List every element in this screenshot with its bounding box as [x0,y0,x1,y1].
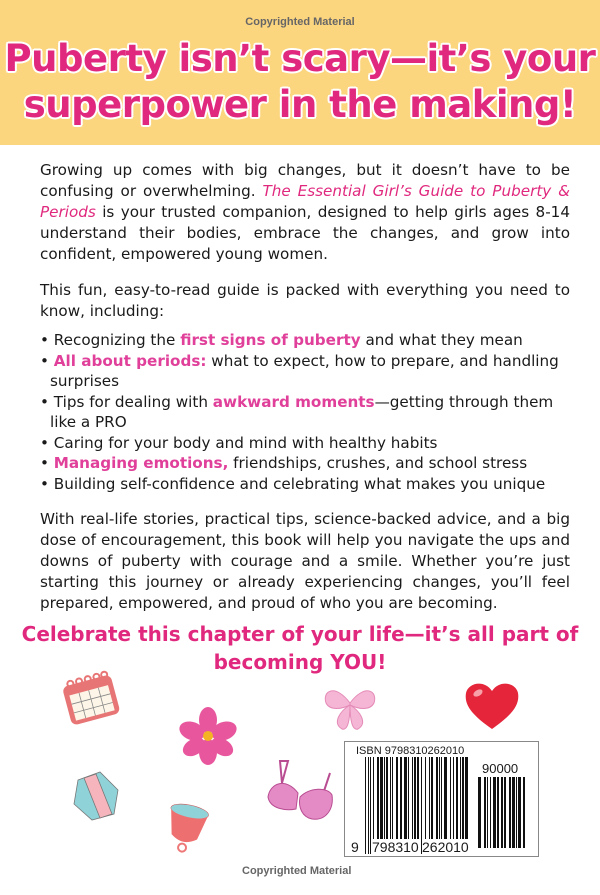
barcode-bar [484,777,486,848]
book-title: The Essential Girl’s Guide to Puberty & Periods [40,182,570,221]
pad-icon [70,770,122,822]
barcode-lead-digit: 9 [351,839,359,855]
barcode-bar [497,777,499,848]
barcode-bar [490,777,491,848]
headline: Puberty isn’t scary—it’s your superpower in the making! [4,37,596,126]
list-item: • Managing emotions, friendships, crushes, and school stress [40,453,570,474]
barcode-bar [501,777,503,848]
price-addon: 90000 [482,761,519,776]
description [40,160,570,629]
barcode-bar [523,777,525,848]
butterfly-icon [320,683,380,735]
list-item: • All about periods: what to expect, how to prepare, and handling surprises [40,351,570,392]
list-item: • Tips for dealing with awkward moments—getting through them like a PRO [40,392,570,433]
barcode-bar [509,777,511,848]
barcode-bar [478,777,481,848]
feature-list [40,330,570,494]
barcode-bar [518,777,521,848]
closing-paragraph: With real-life stories, practical tips, science-backed advice, and a big dose of encouragement, this book will help you navigate the ups and downs of puberty with courage and a smile. Whether you’re just starting this journey or already experiencing changes, you’ll feel prepared, empowered, and proud of who you are becoming. [40,510,570,612]
intro-post: is your trusted companion, designed to help girls ages 8-14 understand their bodies, embrace the changes, and grow into confident, empowered young women. [40,203,570,263]
calendar-icon [60,670,122,728]
isbn-label: ISBN 9798310262010 [356,745,465,757]
barcode-group-2: 262010 [422,839,469,855]
barcode-bar [487,777,488,848]
barcode-bar [512,777,515,848]
barcode-bar [365,757,366,854]
isbn-barcode [344,741,539,857]
barcode-bar [368,757,369,854]
list-intro: This fun, easy-to-read guide is packed with everything you need to know, including: [40,281,570,320]
call-to-action: Celebrate this chapter of your life—it’s all part of becoming YOU! [21,622,579,674]
list-item: • Building self-confidence and celebrating what makes you unique [40,474,570,495]
barcode-group-1: 798310 [372,839,419,855]
barcode-bar [493,777,496,848]
bra-icon [266,757,338,827]
intro-paragraph [40,160,570,265]
barcode-bar [516,777,517,848]
copyright-watermark-top: Copyrighted Material [245,16,355,28]
menstrual-cup-icon [163,803,209,855]
list-item: • Recognizing the first signs of puberty and what they mean [40,330,570,351]
barcode-bar [370,757,371,854]
barcode-bar [504,777,506,848]
intro-pre: Growing up comes with big changes, but it doesn’t have to be confusing or overwhelming. [40,161,570,200]
header-banner [0,0,600,145]
flower-icon [178,707,238,765]
list-item: • Caring for your body and mind with healthy habits [40,433,570,454]
copyright-watermark-bottom: Copyrighted Material [242,865,352,877]
heart-icon [462,679,522,731]
